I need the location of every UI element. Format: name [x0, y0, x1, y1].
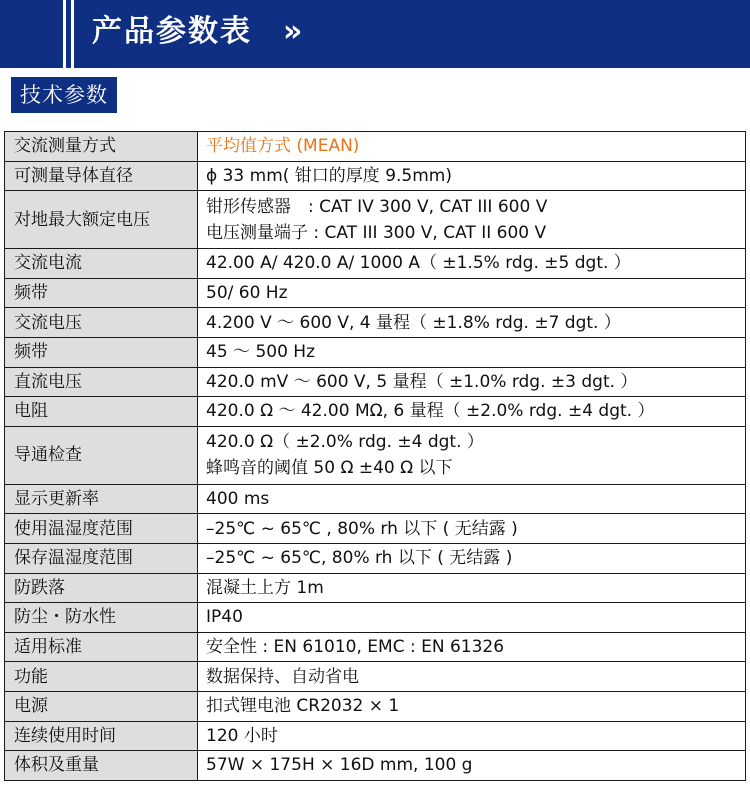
spec-value-cell	[198, 573, 746, 603]
table-row	[5, 662, 746, 692]
table-row	[5, 514, 746, 544]
spec-value: –25℃ ~ 65℃ , 80% rh 以下 ( 无结露 )	[206, 518, 518, 539]
spec-label: 可测量导体直径	[5, 161, 198, 191]
table-row	[5, 308, 746, 338]
spec-value-cell	[198, 191, 746, 249]
spec-value: ϕ 33 mm( 钳口的厚度 9.5mm)	[206, 165, 453, 186]
spec-value-cell	[198, 367, 746, 397]
spec-value: 57W × 175H × 16D mm, 100 g	[206, 755, 473, 776]
spec-value: 安全性 : EN 61010, EMC : EN 61326	[206, 637, 505, 658]
spec-value: 50/ 60 Hz	[206, 283, 288, 304]
table-row	[5, 691, 746, 721]
table-row	[5, 132, 746, 162]
spec-value-cell	[198, 632, 746, 662]
spec-value: 420.0 mV ～ 600 V, 5 量程（ ±1.0% rdg. ±3 dgt. ）	[206, 371, 638, 392]
spec-value: 400 ms	[206, 489, 270, 510]
spec-value-cell	[198, 249, 746, 279]
spec-label: 防尘・防水性	[5, 603, 198, 633]
spec-value-cell	[198, 337, 746, 367]
table-row	[5, 191, 746, 249]
spec-value-cell	[198, 278, 746, 308]
spec-table	[4, 131, 746, 781]
spec-label: 电阻	[5, 397, 198, 427]
spec-value: 45 ～ 500 Hz	[206, 342, 315, 363]
spec-label: 对地最大额定电压	[5, 191, 198, 249]
spec-label: 体积及重量	[5, 751, 198, 781]
spec-value-cell	[198, 484, 746, 514]
spec-value: 蜂鸣音的阈值 50 Ω ±40 Ω 以下	[206, 458, 453, 479]
spec-label: 功能	[5, 662, 198, 692]
table-row	[5, 721, 746, 751]
spec-label: 显示更新率	[5, 484, 198, 514]
spec-value: 42.00 A/ 420.0 A/ 1000 A（ ±1.5% rdg. ±5 dgt. ）	[206, 253, 631, 274]
table-row	[5, 367, 746, 397]
spec-label: 直流电压	[5, 367, 198, 397]
table-row	[5, 573, 746, 603]
spec-label: 交流电流	[5, 249, 198, 279]
spec-value-cell	[198, 603, 746, 633]
spec-value-cell	[198, 397, 746, 427]
banner-stripe	[63, 0, 66, 68]
spec-value: 4.200 V ～ 600 V, 4 量程（ ±1.8% rdg. ±7 dgt. ）	[206, 312, 621, 333]
spec-value: IP40	[206, 607, 243, 628]
table-row	[5, 397, 746, 427]
table-row	[5, 426, 746, 484]
spec-value: 混凝土上方 1m	[206, 577, 324, 598]
spec-value-cell	[198, 721, 746, 751]
spec-label: 频带	[5, 278, 198, 308]
spec-value-cell	[198, 426, 746, 484]
spec-label: 频带	[5, 337, 198, 367]
spec-value: 420.0 Ω（ ±2.0% rdg. ±4 dgt. ）	[206, 432, 484, 453]
spec-table-body	[5, 132, 746, 781]
spec-value-cell	[198, 161, 746, 191]
spec-value-cell	[198, 132, 746, 162]
table-row	[5, 249, 746, 279]
spec-value: 钳形传感器 : CAT IV 300 V, CAT III 600 V	[206, 196, 548, 217]
table-row	[5, 603, 746, 633]
double-chevron-right-icon: »	[283, 14, 303, 49]
spec-value-cell	[198, 662, 746, 692]
spec-label: 使用温湿度范围	[5, 514, 198, 544]
spec-value: 扣式锂电池 CR2032 × 1	[206, 696, 400, 717]
table-row	[5, 543, 746, 573]
spec-label: 电源	[5, 691, 198, 721]
spec-label: 交流电压	[5, 308, 198, 338]
spec-value: –25℃ ~ 65℃, 80% rh 以下 ( 无结露 )	[206, 548, 513, 569]
table-row	[5, 751, 746, 781]
spec-label: 交流测量方式	[5, 132, 198, 162]
banner-stripe	[71, 0, 74, 68]
spec-label: 连续使用时间	[5, 721, 198, 751]
table-row	[5, 484, 746, 514]
spec-label: 适用标准	[5, 632, 198, 662]
spec-label: 防跌落	[5, 573, 198, 603]
spec-label: 保存温湿度范围	[5, 543, 198, 573]
table-row	[5, 278, 746, 308]
spec-value: 数据保持、自动省电	[206, 666, 359, 687]
spec-value-cell	[198, 751, 746, 781]
header-banner	[0, 0, 750, 68]
spec-value: 120 小时	[206, 725, 278, 746]
table-row	[5, 161, 746, 191]
spec-value-cell	[198, 691, 746, 721]
spec-label: 导通检查	[5, 426, 198, 484]
page-title: 产品参数表	[92, 14, 252, 49]
spec-value-cell	[198, 308, 746, 338]
table-row	[5, 632, 746, 662]
table-row	[5, 337, 746, 367]
spec-value: 420.0 Ω ～ 42.00 MΩ, 6 量程（ ±2.0% rdg. ±4 dgt. ）	[206, 401, 655, 422]
spec-value: 平均值方式 (MEAN)	[206, 136, 360, 157]
spec-value-cell	[198, 543, 746, 573]
section-label: 技术参数	[11, 77, 117, 113]
spec-value-cell	[198, 514, 746, 544]
spec-value: 电压测量端子 : CAT III 300 V, CAT II 600 V	[206, 222, 547, 243]
